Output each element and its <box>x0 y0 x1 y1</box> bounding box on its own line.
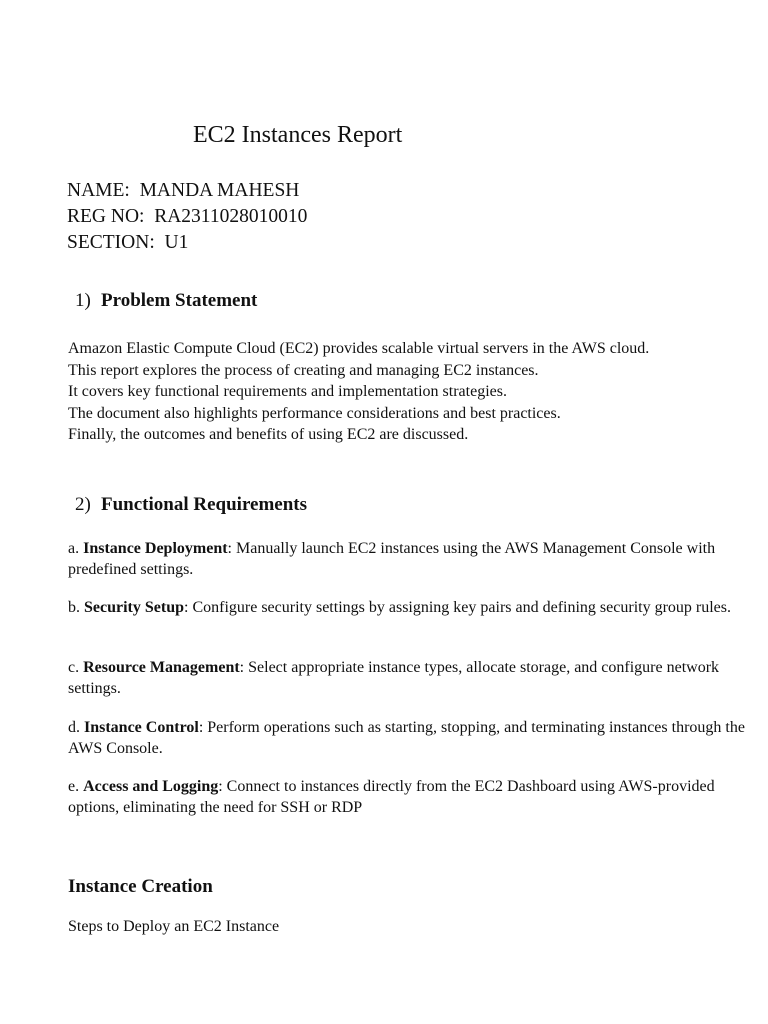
problem-statement-heading <box>75 290 257 312</box>
document-title: EC2 Instances Report <box>193 122 403 148</box>
requirement-prefix: c. <box>68 659 84 676</box>
requirement-item <box>68 657 758 699</box>
requirement-prefix: b. <box>68 599 84 616</box>
requirement-text: : Select appropriate instance types, allocate storage, and configure network settings. <box>68 659 720 697</box>
requirement-item <box>68 597 758 618</box>
section-number: 1) <box>75 290 91 311</box>
section-title: Problem Statement <box>101 290 258 311</box>
requirement-item <box>68 538 758 580</box>
paragraph-line: Amazon Elastic Compute Cloud (EC2) provides scalable virtual servers in the AWS cloud. <box>68 340 650 357</box>
requirement-text: : Perform operations such as starting, stopping, and terminating instances through the AWS Console. <box>68 719 745 757</box>
requirement-term: Instance Control <box>84 719 199 736</box>
requirement-prefix: d. <box>68 719 84 736</box>
student-name: NAME: MANDA MAHESH <box>67 180 300 201</box>
requirement-term: Instance Deployment <box>83 540 228 557</box>
section-number: 2) <box>75 494 91 515</box>
instance-creation-subtext: Steps to Deploy an EC2 Instance <box>68 918 280 935</box>
paragraph-line: It covers key functional requirements and implementation strategies. <box>68 383 507 400</box>
paragraph-line: This report explores the process of creating and managing EC2 instances. <box>68 361 539 379</box>
paragraph-line: The document also highlights performance considerations and best practices. <box>68 404 561 422</box>
instance-creation-heading: Instance Creation <box>68 876 213 897</box>
registration-number: REG NO: RA2311028010010 <box>67 206 308 227</box>
requirement-item <box>68 717 758 759</box>
requirement-term: Access and Logging <box>83 778 219 795</box>
section-title: Functional Requirements <box>101 494 308 515</box>
requirement-term: Security Setup <box>84 599 184 616</box>
section-info: SECTION: U1 <box>67 232 189 253</box>
requirement-prefix: e. <box>68 778 84 795</box>
paragraph-line: Finally, the outcomes and benefits of using EC2 are discussed. <box>68 426 469 443</box>
requirement-text: : Configure security settings by assigning key pairs and defining security group rules. <box>184 599 732 616</box>
requirement-text: : Manually launch EC2 instances using the AWS Management Console with predefined settings. <box>68 540 716 578</box>
requirement-term: Resource Management <box>83 659 240 676</box>
requirement-prefix: a. <box>68 540 84 557</box>
problem-statement-body <box>68 338 758 446</box>
requirement-text: : Connect to instances directly from the EC2 Dashboard using AWS-provided options, eliminating the need for SSH or RDP <box>68 778 715 816</box>
functional-requirements-heading <box>75 494 307 516</box>
requirement-item <box>68 776 758 818</box>
